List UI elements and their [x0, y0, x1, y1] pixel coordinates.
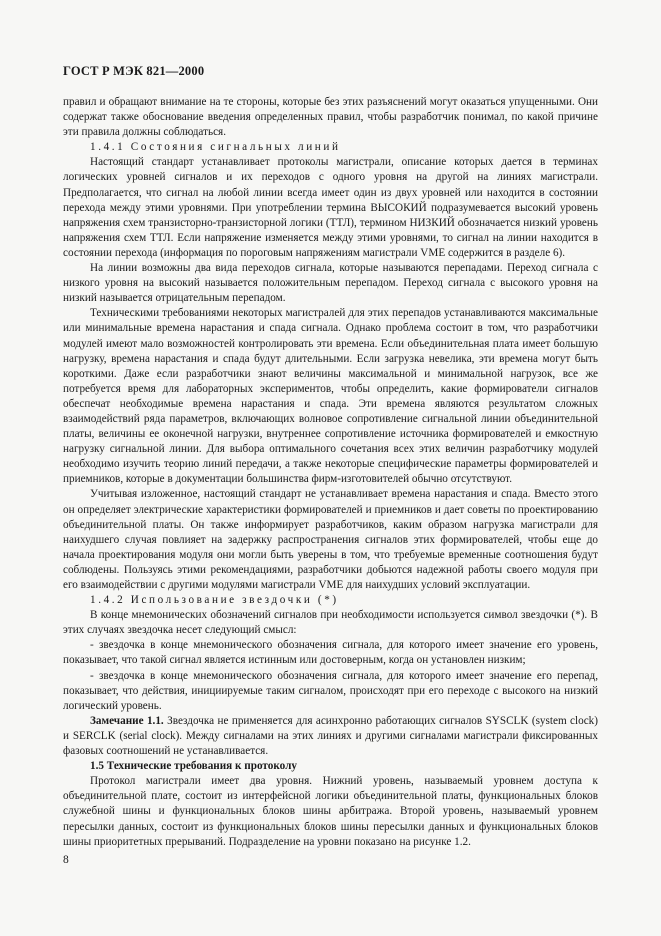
subsection-heading-1-4-2: 1.4.2 Использование звездочки (*) [90, 594, 339, 607]
subsection-heading-1-4-1: 1.4.1 Состояния сигнальных линий [90, 141, 341, 154]
note-text: Звездочка не применяется для асинхронно работающих сигналов SYSCLK (system clock) и SERCLK (serial clock). Между сигналами на этих линиях и другими сигналами магистрали фиксированных фазовых соотношений не устанавливается. [63, 714, 598, 758]
paragraph: Настоящий стандарт устанавливает протоколы магистрали, описание которых дается в терминах логических уровней сигналов и их переходов с одного уровня на другой на линиях магистрали. Предполагается, что сигнал на любой линии всегда имеет один из двух уровней или находится в состоянии перехода между этими уровнями. При употреблении термина ВЫСОКИЙ подразумевается высокий уровень напряжения схем транзисторно-транзисторной логики (ТТЛ), термином НИЗКИЙ обозначается низкий уровень напряжения схем ТТЛ. Если напряжение изменяется между этими уровнями, то сигнал на линии находится в состоянии перехода (информация по пороговым напряжениям магистрали VME содержится в разделе 6). [63, 156, 598, 259]
note-label: Замечание 1.1. [90, 714, 164, 727]
standard-header: ГОСТ Р МЭК 821—2000 [63, 64, 205, 78]
paragraph: В конце мнемонических обозначений сигналов при необходимости используется символ звездочки (*). В этих случаях звездочка несет следующий смысл: [63, 609, 598, 637]
paragraph: Протокол магистрали имеет два уровня. Нижний уровень, называемый уровнем доступа к объединительной плате, состоит из интерфейсной логики объединительной платы, функциональных блоков служебной шины и функциональных блоков шины арбитража. Второй уровень, называемый уровнем пересылки данных, состоит из функциональных блоков шины пересылки данных и функциональных блоков шины приоритетных прерываний. Подразделение на уровни показано на рисунке 1.2. [63, 775, 598, 848]
document-body [63, 95, 598, 850]
paragraph: Учитывая изложенное, настоящий стандарт не устанавливает времена нарастания и спада. Вместо этого он определяет электрические характеристики формирователей и приемников и дает советы по проектированию объединительной платы. Он также информирует разработчиков, каким образом нагрузка магистрали для наихудшего случая повлияет на задержку распространения сигналов этих формирователей, чтобы еще до начала проектирования модуля они могли быть уверены в том, что требуемые временные соотношения будут соблюдены. Пользуясь этими рекомендациями, разработчики добьются надежной работы своего модуля при его взаимодействии с другими модулями магистрали VME для наихудших условий эксплуатации. [63, 488, 598, 591]
note-paragraph [63, 714, 598, 759]
list-item: - звездочка в конце мнемонического обозначения сигнала, для которого имеет значение его уровень, показывает, что такой сигнал является истинным или достоверным, когда он установлен низким; [63, 639, 598, 667]
list-item: - звездочка в конце мнемонического обозначения сигнала, для которого имеет значение его перепад, показывает, что действия, инициируемые таким сигналом, происходят при его переходе с высокого на низкий логический уровень. [63, 669, 598, 712]
section-heading-1-5: 1.5 Технические требования к протоколу [90, 760, 297, 773]
paragraph-continuation: правил и обращают внимание на те стороны, которые без этих разъяснений могут оказаться упущенными. Они содержат также обоснование введения определенных правил, чтобы разработчик понимал, по какой причине эти правила должны соблюдаться. [63, 96, 598, 139]
page-number: 8 [63, 854, 69, 866]
paragraph: Техническими требованиями некоторых магистралей для этих перепадов устанавливаются максимальные или минимальные времена нарастания и спада сигнала. Однако проблема состоит в том, что разработчики модулей имеют мало возможностей контролировать эти времена. Если объединительная плата имеет большую нагрузку, времена нарастания и спада будут длительными. Если загрузка невелика, эти времена могут быть короткими. Даже если разработчики знают величины максимальной и минимальной нагрузок, все же потребуется время для лабораторных экспериментов, чтобы определить, какие формирователи сигналов обеспечат необходимые времена нарастания и спада. Эти времена являются результатом сложных взаимодействий ряда параметров, включающих волновое сопротивление сигнальной линии объединительной платы, величины ее оконечной нагрузки, внутреннее сопротивление источника формирователей и емкостную нагрузку сигнальной линии. Для выбора оптимального сочетания всех этих величин разработчику модулей необходимо изучить теорию линий передачи, а также некоторые специфические параметры формирователей и приемников, которые в документации большинства фирм-изготовителей обычно отсутствуют. [63, 307, 598, 486]
paragraph: На линии возможны два вида переходов сигнала, которые называются перепадами. Переход сигнала с низкого уровня на высокий называется положительным перепадом. Переход сигнала с высокого уровня на низкий называется отрицательным перепадом. [63, 262, 598, 305]
